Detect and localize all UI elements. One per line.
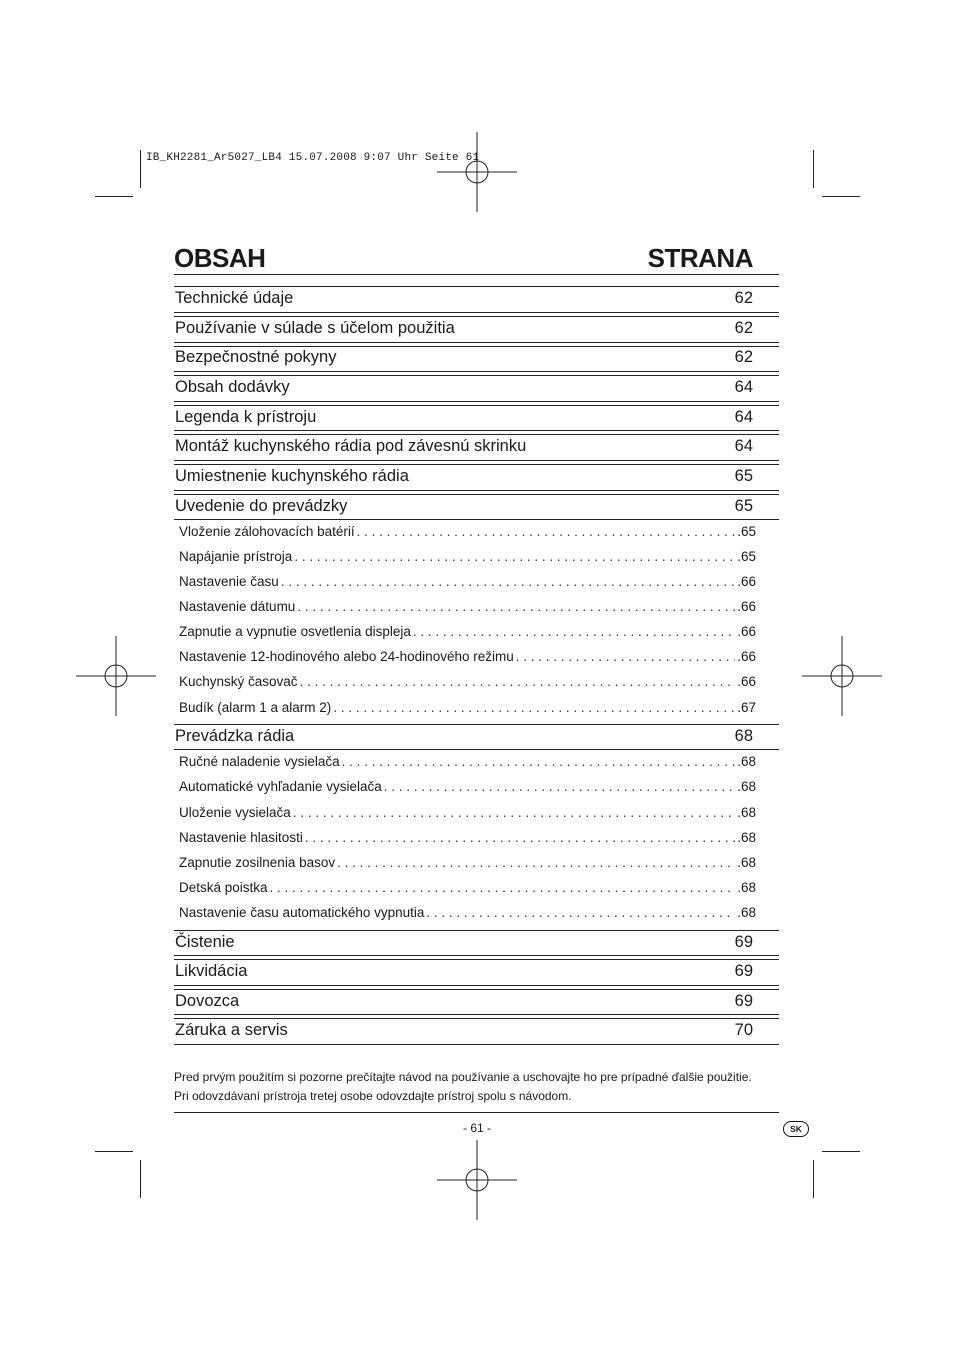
toc-section[interactable]: Umiestnenie kuchynského rádia 65 <box>175 467 753 485</box>
toc-section[interactable]: Bezpečnostné pokyny 62 <box>175 348 753 366</box>
toc-section[interactable]: Legenda k prístroju 64 <box>175 408 753 426</box>
registration-mark-top <box>437 132 517 212</box>
page-column-title: STRANA <box>647 243 753 273</box>
toc-subsection[interactable]: Zapnutie zosilnenia basov . . . .68 <box>179 855 756 870</box>
footnote-line-2: Pri odovzdávaní prístroja tretej osobe odovzdajte prístroj spolu s návodom. <box>174 1089 572 1103</box>
toc-subsection[interactable]: Nastavenie dátumu . . . .66 <box>179 599 756 614</box>
toc-section[interactable]: Prevádzka rádia 68 <box>175 727 753 745</box>
toc-subsection[interactable]: Budík (alarm 1 a alarm 2) . . . .67 <box>179 700 756 715</box>
toc-section[interactable]: Používanie v súlade s účelom použitia 62 <box>175 319 753 337</box>
toc-subsection[interactable]: Detská poistka . . . .68 <box>179 880 756 895</box>
print-header: IB_KH2281_Ar5027_LB4 15.07.2008 9:07 Uhr Seite 61 <box>146 152 480 164</box>
toc-section[interactable]: Uvedenie do prevádzky 65 <box>175 497 753 515</box>
registration-mark-right <box>802 636 882 716</box>
title-rule <box>174 274 779 275</box>
toc-subsection[interactable]: Nastavenie hlasitosti . . . .68 <box>179 830 756 845</box>
toc-subsection[interactable]: Kuchynský časovač . . . .66 <box>179 674 756 689</box>
footer-rule <box>174 1112 779 1113</box>
toc-section[interactable]: Obsah dodávky 64 <box>175 378 753 396</box>
toc-subsection[interactable]: Nastavenie 12-hodinového alebo 24-hodinového režimu . . . .66 <box>179 649 756 664</box>
footnote-line-1: Pred prvým použitím si pozorne prečítajte návod na používanie a uschovajte ho pre prípadné ďalšie použitie. <box>174 1070 752 1084</box>
toc-subsection[interactable]: Nastavenie času . . . .66 <box>179 574 756 589</box>
language-badge: SK <box>783 1121 809 1137</box>
toc-subsection[interactable]: Zapnutie a vypnutie osvetlenia displeja . . . .66 <box>179 624 756 639</box>
registration-mark-bottom <box>437 1140 517 1220</box>
toc-subsection[interactable]: Napájanie prístroja . . . .65 <box>179 549 756 564</box>
toc-subsection[interactable]: Vloženie zálohovacích batérií . . . .65 <box>179 524 756 539</box>
page-number: - 61 - <box>462 1121 491 1135</box>
toc-subsection[interactable]: Ručné naladenie vysielača . . . .68 <box>179 754 756 769</box>
registration-mark-left <box>76 636 156 716</box>
toc-section[interactable]: Záruka a servis 70 <box>175 1021 753 1039</box>
toc-subsection[interactable]: Automatické vyhľadanie vysielača . . . .68 <box>179 779 756 794</box>
toc-section[interactable]: Technické údaje 62 <box>175 289 753 307</box>
toc-section[interactable]: Montáž kuchynského rádia pod závesnú skrinku 64 <box>175 437 753 455</box>
toc-section[interactable]: Likvidácia 69 <box>175 962 753 980</box>
toc-section[interactable]: Čistenie 69 <box>175 933 753 951</box>
toc-title: OBSAH <box>174 243 266 273</box>
toc-subsection[interactable]: Nastavenie času automatického vypnutia . . . .68 <box>179 905 756 920</box>
toc-section[interactable]: Dovozca 69 <box>175 992 753 1010</box>
toc-subsection[interactable]: Uloženie vysielača . . . .68 <box>179 805 756 820</box>
